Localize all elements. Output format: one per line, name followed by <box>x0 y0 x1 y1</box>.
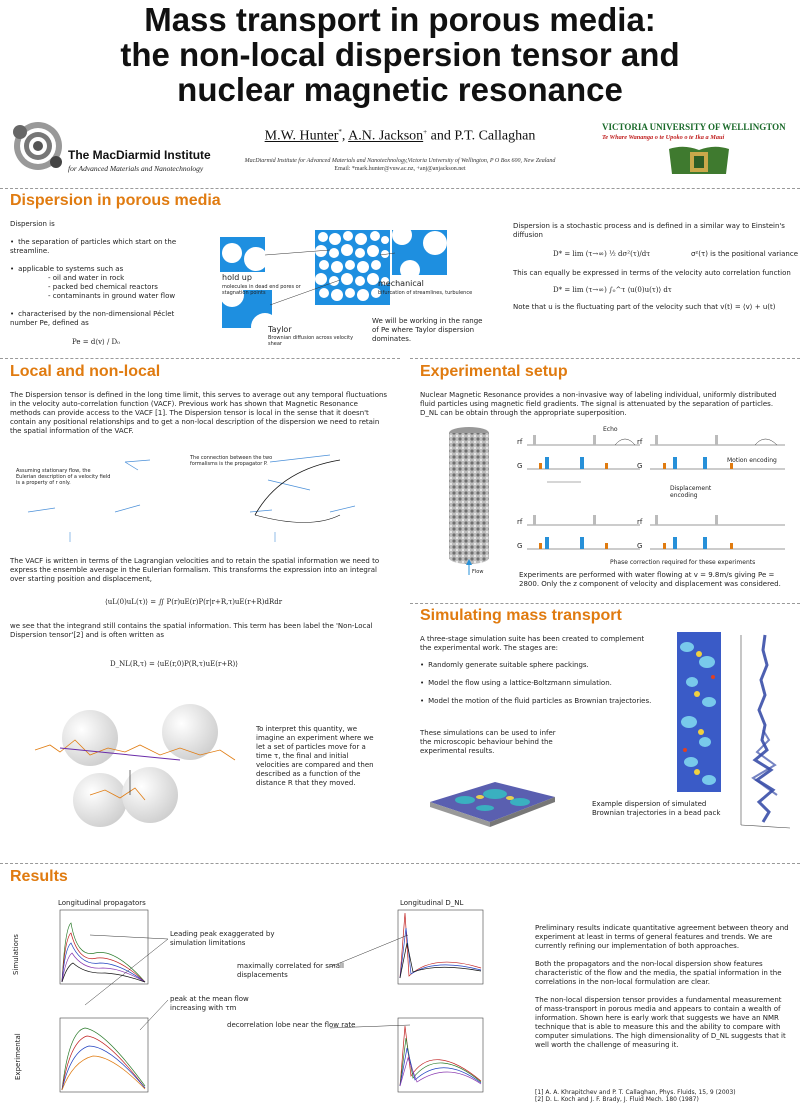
trajectory-3d-plot <box>735 630 795 830</box>
rf-label-4: rf <box>637 518 643 526</box>
author-2-mark: + <box>423 128 428 136</box>
annotation-decorrelation-lobe: decorrelation lobe near the flow rate <box>227 1021 356 1029</box>
eulerian-note: Assuming stationary flow, the Eulerian description of a velocity field is a property of r only. <box>16 468 111 486</box>
results-paragraph-2: Both the propagators and the non-local dispersion show features characteristic of the flow and the media, the spatial information in the correlations in the non-local formulation are clear. <box>535 960 782 986</box>
dispersion-left-text <box>10 220 200 347</box>
experimental-conditions-note: Experiments are performed with water flowing at v = 9.8m/s giving Pe = 2800. Only the z component of velocity and displacement was considered. <box>519 571 781 588</box>
echo-label: Echo <box>603 426 618 433</box>
affiliation-line: MacDiarmid Institute for Advanced Materials and Nanotechnology,Victoria University of Wellington, P O Box 600, New Zealand <box>244 158 556 164</box>
fluctuating-note: Note that u is the fluctuating part of the velocity such that v(t) = ⟨v⟩ + u(t) <box>513 303 776 311</box>
g-label-3: G <box>517 542 523 550</box>
bullet-3-text: characterised by the non-dimensional Péclet number Pe, defined as <box>10 310 175 327</box>
dispersion-intro: Dispersion is <box>10 220 55 228</box>
results-text <box>535 924 790 1050</box>
result-annotation-lines <box>80 925 500 1055</box>
heading-dispersion: Dispersion in porous media <box>10 192 221 209</box>
bullet-2-text: applicable to systems such as <box>18 265 124 273</box>
annotation-leading-peak: Leading peak exaggerated by simulation limitations <box>170 930 275 947</box>
dispersion-bullet-2 <box>10 265 200 274</box>
propagators-title: Longitudinal propagators <box>58 899 146 907</box>
local-paragraph-1: The Dispersion tensor is defined in the long time limit, this serves to average out any temporal fluctuations in the velocity auto-correlation function (VACF). Previous work has shown that Magnetic Resonance methods can provide access to the VACF [1]. The Dispersion tensor is local in the sense that it doesn't contain any positional relationships and to get a non-local description of the dispersion we need to retain the spatial information of the VACF. <box>10 391 388 435</box>
rf-label-2: rf <box>637 438 643 446</box>
particle-displacement-figure <box>30 700 250 850</box>
divider-results <box>0 863 800 864</box>
heading-simulating: Simulating mass transport <box>420 607 622 624</box>
bead-pack-image <box>440 425 498 580</box>
results-paragraph-3: The non-local dispersion tensor provides a fundamental measurement of mass-transport in porous media and appears to contain a wealth of information. Shown here is early work that suggests we have an NMR technique that is able to measure this and the ability to compare with computer simulations. The high dimensionality of D_NL suggests that it well worth the challenge of measuring it. <box>535 996 786 1049</box>
stochastic-paragraph: Dispersion is a stochastic process and is defined in a similar way to Einstein's diffusion <box>513 222 785 239</box>
bullet-2-sub-0: - oil and water in rock <box>48 274 125 282</box>
local-paragraph-3: we see that the integrand still contains the spatial information. This term has been label the 'Non-Local Dispersion tensor'[2] and is often written as <box>10 622 373 639</box>
mechanical-label: mechanical <box>378 279 424 288</box>
diffusion-equation: D* = lim (τ→∞) ½ dσ²(τ)/dτ <box>553 250 651 258</box>
vuw-crest-icon <box>664 144 734 180</box>
g-label-4: G <box>637 542 643 550</box>
simulation-inference: These simulations can be used to infer the microscopic behaviour behind the experimental results. <box>420 729 556 755</box>
experimental-paragraph: Nuclear Magnetic Resonance provides a non-invasive way of labeling individual, uniformly distributed fluid particles using magnetic field gradients. The signal is attenuated by the separation of particles. D_NL can be obtain through the appropriate superposition. <box>420 391 777 417</box>
stage-1: • Randomly generate suitable sphere packings. <box>420 661 660 670</box>
authors <box>200 128 600 145</box>
lattice-boltzmann-flow-map <box>677 632 721 792</box>
divider-experimental <box>410 358 800 359</box>
heading-results: Results <box>10 868 68 885</box>
row-label-simulations: Simulations <box>12 934 20 975</box>
divider-dispersion <box>0 188 800 189</box>
motion-encoding-label: Motion encoding <box>727 457 777 464</box>
trajectory-caption: Example dispersion of simulated Brownian trajectories in a bead pack <box>592 800 721 817</box>
vuw-name: VICTORIA UNIVERSITY OF WELLINGTON <box>602 122 786 132</box>
holdup-label: hold up <box>222 273 252 282</box>
vacf-paragraph: This can equally be expressed in terms of the velocity auto correlation function <box>513 269 791 277</box>
title-line-3: nuclear magnetic resonance <box>177 71 623 108</box>
vacf-equation: D* = lim (τ→∞) ∫₀^τ ⟨u(0)u(τ)⟩ dτ <box>553 286 672 294</box>
bullet-2-sub-1: - packed bed chemical reactors <box>48 283 158 291</box>
dnl-title: Longitudinal D_NL <box>400 899 464 907</box>
author-sep: , <box>341 128 349 144</box>
sphere-packing-surface <box>425 762 560 832</box>
displacement-encoding-label: Displacement encoding <box>670 485 712 499</box>
nonlocal-tensor-equation: D_NL(R,τ) = ⟨uE(r,0)P(R,τ)uE(r+R)⟩ <box>110 660 238 668</box>
packing-surface-plot <box>425 762 560 832</box>
dispersion-right-text <box>513 222 798 312</box>
stage-3: • Model the motion of the fluid particles as Brownian trajectories. <box>420 697 660 706</box>
mechanical-description: bifurcation of streamlines, turbulence <box>378 290 473 296</box>
rf-label-1: rf <box>517 438 523 446</box>
bullet-1-text: the separation of particles which start on the streamline. <box>10 238 177 255</box>
macdiarmid-tagline: for Advanced Materials and Nanotechnology <box>68 164 204 173</box>
macdiarmid-spiral-icon <box>8 118 68 176</box>
simulation-intro: A three-stage simulation suite has been created to complement the experimental work. The stages are: <box>420 635 645 652</box>
annotation-mean-flow-peak: peak at the mean flow increasing with τm <box>170 995 249 1012</box>
peclet-equation: Pe = d⟨v⟩ / D₀ <box>72 338 120 346</box>
stage-2: • Model the flow using a lattice-Boltzmann simulation. <box>420 679 660 688</box>
bullet-2-sub-2: - contaminants in ground water flow <box>48 292 176 300</box>
affiliation <box>200 157 600 173</box>
references <box>535 1089 795 1103</box>
author-3: and P.T. Callaghan <box>427 128 536 144</box>
macdiarmid-name: The MacDiarmid Institute <box>68 148 211 162</box>
flow-label: Flow <box>472 569 484 575</box>
variance-note: σ²(τ) is the positional variance <box>691 250 798 258</box>
reference-1: [1] A. A. Khrapitchev and P. T. Callaghan, Phys. Fluids, 15, 9 (2003) <box>535 1089 736 1096</box>
sphere-trajectory-diagram <box>30 700 250 850</box>
holdup-description: molecules in dead end pores or stagnation points <box>222 284 301 296</box>
email-line: Email: *mark.hunter@vuw.ac.nz, +anj@anjackson.net <box>334 166 466 172</box>
vuw-maori-name: Te Whare Wananga o te Upoko o te Ika a Maui <box>602 134 725 141</box>
results-paragraph-1: Preliminary results indicate quantitative agreement between theory and experiment at least in terms of general features and trends. We are currently refining our implementation of both approaches. <box>535 924 789 950</box>
pulse-sequence-diagram <box>515 425 795 570</box>
phase-correction-label: Phase correction required for these experiments <box>610 559 756 566</box>
divider-local <box>0 358 400 359</box>
brownian-trajectory-plot <box>735 630 795 830</box>
g-label-2: G <box>637 462 643 470</box>
rf-label-3: rf <box>517 518 523 526</box>
pulse-sequence-figure <box>515 425 795 570</box>
simulation-stages <box>420 661 660 706</box>
author-2: A.N. Jackson <box>348 128 424 144</box>
author-1: M.W. Hunter <box>264 128 339 144</box>
g-label-1: G <box>517 462 523 470</box>
vuw-logo <box>602 122 798 180</box>
divider-simulating <box>410 603 800 604</box>
ensemble-integral-equation: ⟨uL(0)uL(τ)⟩ = ∬ P(r)uE(r)P(r|r+R,τ)uE(r+R)dRdr <box>105 598 283 606</box>
bead-pack-column <box>440 425 498 580</box>
annotation-small-displacements: maximally correlated for small displacements <box>237 962 344 979</box>
heading-local: Local and non-local <box>10 363 161 380</box>
eulerian-lagrangian-figure <box>10 450 390 550</box>
title-line-1: Mass transport in porous media: <box>144 1 656 38</box>
dispersion-bullet-1 <box>10 238 200 256</box>
reference-2: [2] D. L. Koch and J. F. Brady, J. Fluid Mech. 180 (1987) <box>535 1096 699 1103</box>
taylor-label: Taylor <box>268 325 292 334</box>
local-paragraph-2: The VACF is written in terms of the Lagrangian velocities and to retain the spatial information we need to express the ensemble average in the Eulerian formalism. This transforms the expression into an integral over starting position and displacement, <box>10 557 380 583</box>
flow-field-image <box>677 632 721 792</box>
poster-title <box>0 2 800 107</box>
heading-experimental: Experimental setup <box>420 363 568 380</box>
dispersion-bullet-3 <box>10 310 200 328</box>
taylor-description: Brownian diffusion across velocity shear <box>268 335 354 347</box>
author-1-mark: * <box>338 128 342 136</box>
title-line-2: the non-local dispersion tensor and <box>120 36 680 73</box>
macdiarmid-logo <box>8 118 211 176</box>
propagator-note: The connection between the two formalisms is the propagator P. <box>190 455 273 467</box>
working-range-note: We will be working in the range of Pe where Taylor dispersion dominates. <box>372 317 483 343</box>
row-label-experimental: Experimental <box>14 1033 22 1080</box>
diffusion-equation-row <box>513 250 798 259</box>
local-paragraph-4: To interpret this quantity, we imagine an experiment where we let a set of particles move for a time τ, the final and initial velocities are compared and then described as a function of the distance R that they moved. <box>256 725 374 787</box>
